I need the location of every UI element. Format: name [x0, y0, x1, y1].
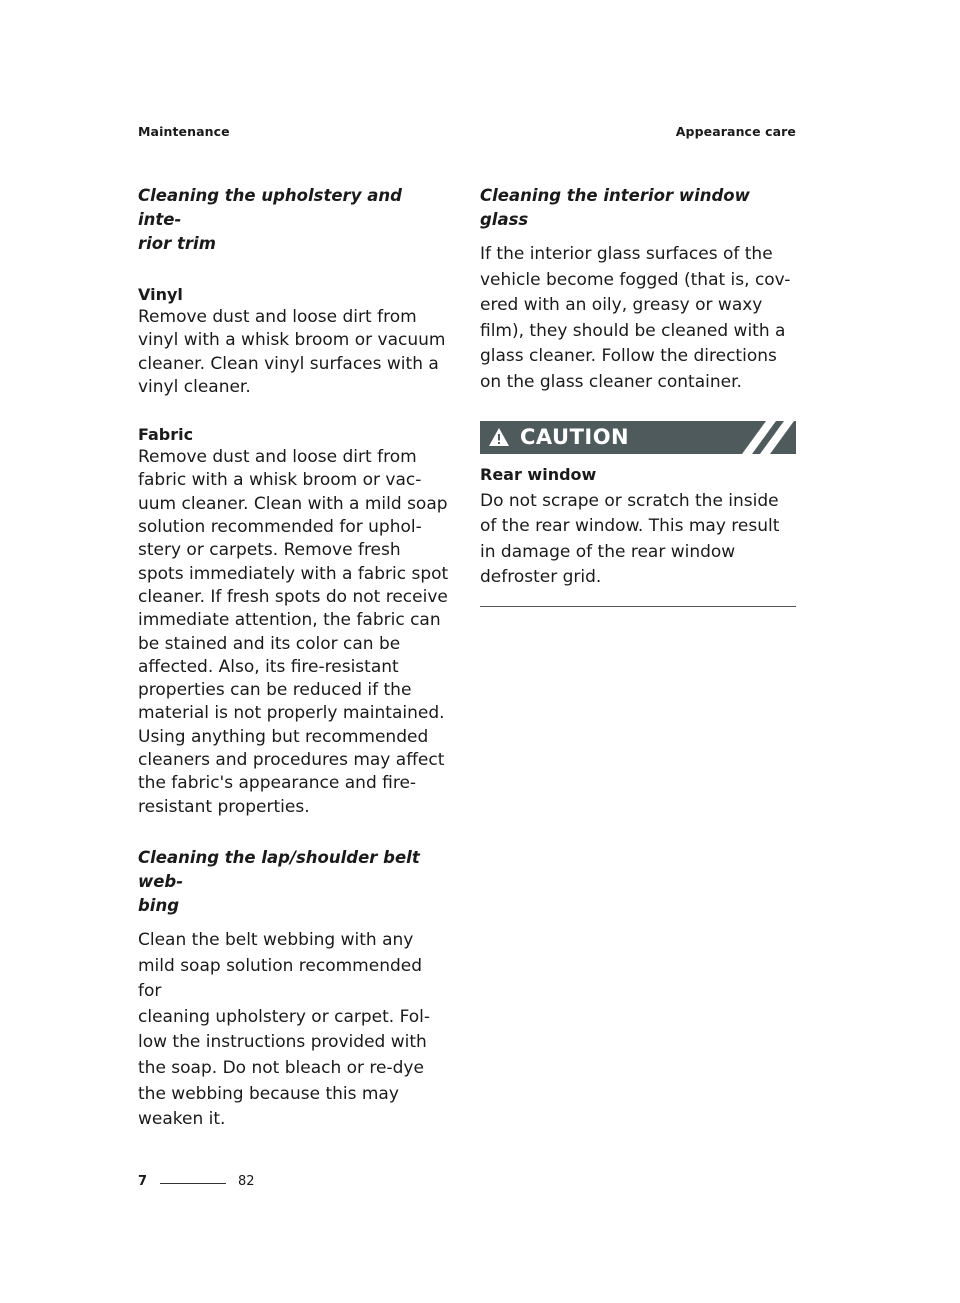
upholstery-title-line-2: rior trim: [138, 234, 216, 253]
upholstery-title-line-1: Cleaning the upholstery and inte-: [138, 186, 402, 229]
fabric-line: fabric with a whisk broom or vac-: [138, 470, 422, 491]
fabric-line: properties can be reduced if the: [138, 680, 412, 701]
belt-line: the webbing because this may: [138, 1083, 399, 1104]
left-column: [138, 184, 450, 1133]
fabric-line: be stained and its color can be: [138, 633, 401, 654]
fabric-line: cleaner. If fresh spots do not receive: [138, 586, 448, 607]
caution-line: defroster grid.: [480, 567, 602, 588]
warning-triangle-icon: [488, 427, 510, 447]
caution-label: CAUTION: [520, 425, 630, 450]
caution-line: of the rear window. This may result: [480, 516, 780, 537]
fabric-line: resistant properties.: [138, 796, 310, 817]
belt-title-line-1: Cleaning the lap/shoulder belt web-: [138, 847, 420, 891]
fabric-line: Remove dust and loose dirt from: [138, 447, 417, 468]
glass-paragraph: [480, 242, 796, 396]
vinyl-line: vinyl with a whisk broom or vacuum: [138, 330, 446, 351]
fabric-line: affected. Also, its fire-resistant: [138, 656, 399, 677]
caution-slash-decoration: [738, 421, 796, 454]
caution-heading: Rear window: [480, 464, 597, 484]
caution-banner: [480, 421, 796, 454]
fabric-line: the fabric's appearance and fire-: [138, 773, 417, 794]
fabric-line: cleaners and procedures may affect: [138, 750, 445, 771]
caution-line: Do not scrape or scratch the inside: [480, 490, 779, 511]
vinyl-paragraph: [138, 306, 450, 399]
belt-line: low the instructions provided with: [138, 1032, 427, 1053]
belt-line: mild soap solution recommended for: [138, 955, 423, 1002]
running-header-topic: Appearance care: [675, 124, 796, 139]
belt-line: Clean the belt webbing with any: [138, 929, 414, 950]
footer-divider: [160, 1183, 226, 1184]
belt-line: weaken it.: [138, 1109, 226, 1130]
fabric-line: immediate attention, the fabric can: [138, 610, 441, 631]
belt-paragraph: [138, 928, 450, 1133]
chapter-number: 7: [138, 1174, 148, 1189]
glass-line: on the glass cleaner container.: [480, 371, 742, 392]
belt-line: the soap. Do not bleach or re-dye: [138, 1057, 424, 1078]
fabric-line: spots immediately with a fabric spot: [138, 563, 449, 584]
belt-section-title: [138, 846, 450, 918]
vinyl-line: cleaner. Clean vinyl surfaces with a: [138, 353, 439, 374]
fabric-heading: Fabric: [138, 425, 194, 445]
caution-end-rule: [480, 606, 796, 607]
vinyl-line: Remove dust and loose dirt from: [138, 307, 417, 327]
fabric-line: material is not properly maintained.: [138, 703, 445, 724]
glass-line: ered with an oily, greasy or waxy: [480, 295, 763, 316]
fabric-paragraph: [138, 446, 450, 819]
right-column: [480, 184, 796, 607]
vinyl-line: vinyl cleaner.: [138, 376, 251, 397]
fabric-line: uum cleaner. Clean with a mild soap: [138, 493, 448, 514]
belt-line: cleaning upholstery or carpet. Fol-: [138, 1006, 431, 1027]
upholstery-section-title: [138, 184, 450, 256]
page-number: 82: [238, 1174, 255, 1189]
fabric-line: solution recommended for uphol-: [138, 517, 422, 538]
glass-line: film), they should be cleaned with a: [480, 320, 786, 341]
belt-title-line-2: bing: [138, 895, 180, 915]
caution-paragraph: [480, 489, 796, 591]
glass-section-title: Cleaning the interior window glass: [480, 186, 750, 229]
running-header-section: Maintenance: [138, 124, 230, 139]
vinyl-heading: Vinyl: [138, 285, 183, 304]
caution-line: in damage of the rear window: [480, 541, 736, 562]
fabric-line: Using anything but recommended: [138, 726, 429, 747]
fabric-line: stery or carpets. Remove fresh: [138, 540, 401, 561]
glass-line: If the interior glass surfaces of the: [480, 244, 773, 264]
glass-line: vehicle become fogged (that is, cov-: [480, 269, 791, 290]
glass-line: glass cleaner. Follow the directions: [480, 346, 777, 367]
